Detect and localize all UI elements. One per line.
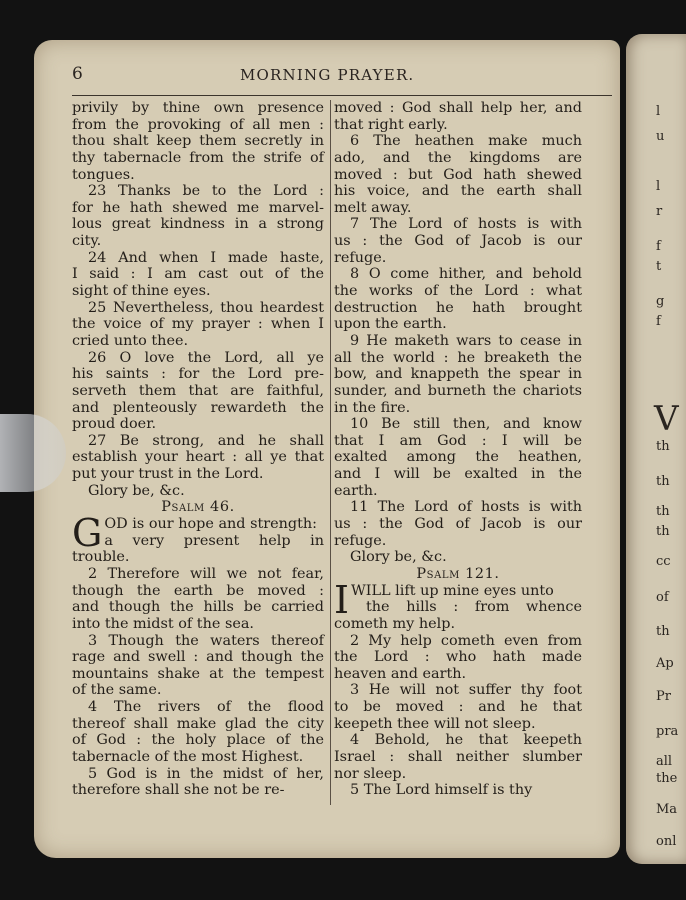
text-line: WILL lift up mine eyes unto [351, 582, 554, 599]
text-line: Glory be, &c. [350, 549, 447, 566]
text-line: I said : I am cast out of the [72, 266, 324, 283]
running-title: MORNING PRAYER. [240, 66, 415, 84]
right-column [334, 100, 582, 799]
facing-page-fragment: th [656, 504, 670, 519]
text-line: to be moved : and he that [334, 699, 582, 716]
facing-page-fragment: onl [656, 834, 677, 849]
text-line: and I will be exalted in the [334, 466, 582, 483]
facing-page-fragment: th [656, 439, 670, 454]
text-line: for he hath shewed me marvel- [72, 199, 324, 216]
text-line: into the midst of the sea. [72, 615, 254, 632]
text-line: of the same. [72, 682, 162, 699]
text-line: serveth them that are faithful, [72, 382, 324, 399]
facing-page-fragment: the [656, 771, 678, 786]
text-line: moved : God shall help her, and [334, 100, 582, 116]
text-line: OD is our hope and strength: [104, 516, 318, 533]
facing-page-fragment: Pr [656, 689, 671, 704]
psalm-heading: Psalm 121. [416, 565, 500, 582]
facing-page-fragment: l [656, 179, 661, 194]
text-line: moved : but God hath shewed [334, 166, 582, 183]
text-line: his saints : for the Lord pre- [72, 366, 324, 383]
text-line: keepeth thee will not sleep. [334, 715, 536, 732]
text-line: the voice of my prayer : when I [72, 316, 324, 333]
text-line: and plenteously rewardeth the [72, 399, 324, 416]
text-line: us : the God of Jacob is our [334, 516, 582, 533]
facing-page-fragment: Ap [656, 656, 674, 671]
text-line: destruction he hath brought [334, 299, 582, 316]
text-line: sunder, and burneth the chariots [334, 382, 582, 399]
facing-page-fragment: Ma [656, 802, 678, 817]
text-line: establish your heart : all ye that [72, 449, 324, 466]
text-line: 4 The rivers of the flood [88, 699, 324, 716]
facing-page-fragment: th [656, 624, 670, 639]
text-line: heaven and earth. [334, 665, 467, 682]
facing-page-fragment: l [656, 104, 661, 119]
facing-page-fragment: of [656, 590, 669, 605]
text-line: us : the God of Jacob is our [334, 233, 582, 250]
text-line: put your trust in the Lord. [72, 466, 264, 483]
page-number: 6 [72, 64, 83, 84]
text-line: city. [72, 233, 102, 250]
text-line: that right early. [334, 116, 448, 133]
facing-page-fragment: g [656, 294, 665, 309]
psalm-heading: Psalm 46. [161, 499, 235, 516]
text-line: 26 O love the Lord, all ye [88, 349, 324, 366]
text-line: 11 The Lord of hosts is with [350, 499, 582, 516]
text-line: 5 God is in the midst of her, [88, 765, 324, 782]
text-line: 27 Be strong, and he shall [88, 432, 324, 449]
facing-page-fragment: u [656, 129, 665, 144]
text-line: trouble. [72, 549, 130, 566]
text-line: thou shalt keep them secretly in [72, 133, 324, 150]
text-line: therefore shall she not be re- [72, 782, 285, 799]
text-line: bow, and knappeth the spear in [334, 366, 582, 383]
drop-cap: I [334, 577, 350, 622]
text-line: 7 The Lord of hosts is with [350, 216, 582, 233]
text-line: refuge. [334, 249, 387, 266]
text-line: 2 Therefore will we not fear, [88, 565, 324, 582]
page-header [72, 64, 612, 88]
text-line: exalted among the heathen, [334, 449, 582, 466]
text-line: of God : the holy place of the [72, 732, 324, 749]
text-line: 10 Be still then, and know [350, 416, 582, 433]
text-line: cried unto thee. [72, 332, 189, 349]
text-line: the Lord : who hath made [334, 649, 582, 666]
text-line: tabernacle of the most Highest. [72, 748, 304, 765]
facing-page-fragment: f [656, 314, 661, 329]
column-divider [330, 100, 331, 805]
text-line: 24 And when I made haste, [88, 249, 324, 266]
text-line: 5 The Lord himself is thy [350, 782, 533, 799]
text-line: sight of thine eyes. [72, 283, 211, 300]
text-line: nor sleep. [334, 765, 407, 782]
text-line: tongues. [72, 166, 135, 183]
facing-page-fragment: t [656, 259, 662, 274]
text-line: cometh my help. [334, 615, 456, 632]
text-line: and though the hills be carried [72, 599, 324, 616]
text-line: 9 He maketh wars to cease in [350, 332, 582, 349]
header-rule [72, 95, 612, 96]
drop-cap: G [72, 511, 103, 556]
text-line: rage and swell : and though the [72, 649, 324, 666]
facing-page-fragment: pra [656, 724, 679, 739]
text-line: Israel : shall neither slumber [334, 748, 582, 765]
facing-page-fragment: th [656, 524, 670, 539]
facing-page-fragment: th [656, 474, 670, 489]
text-line: all the world : he breaketh the [334, 349, 582, 366]
text-line: a very present help in [104, 532, 324, 549]
facing-page-fragment: r [656, 204, 663, 219]
text-line: from the provoking of all men : [72, 116, 324, 133]
text-line: 25 Nevertheless, thou heardest [88, 299, 324, 316]
text-line: the works of the Lord : what [334, 283, 582, 300]
text-line: 6 The heathen make much [350, 133, 582, 150]
text-line: mountains shake at the tempest [72, 665, 324, 682]
facing-page-edge [626, 34, 686, 864]
text-line: 4 Behold, he that keepeth [350, 732, 582, 749]
text-line: proud doer. [72, 416, 157, 433]
text-line: though the earth be moved : [72, 582, 324, 599]
text-line: refuge. [334, 532, 387, 549]
text-line: his voice, and the earth shall [334, 183, 582, 200]
text-line: that I am God : I will be [334, 432, 582, 449]
facing-page-fragment: cc [656, 554, 671, 569]
text-line: earth. [334, 482, 378, 499]
text-line: thereof shall make glad the city [72, 715, 324, 732]
text-line: in the fire. [334, 399, 411, 416]
text-line: 8 O come hither, and behold [350, 266, 582, 283]
text-line: ado, and the kingdoms are [334, 149, 582, 166]
text-line: 3 Though the waters thereof [88, 632, 324, 649]
facing-page-fragment: all [656, 754, 673, 769]
text-line: upon the earth. [334, 316, 447, 333]
text-line: Glory be, &c. [88, 482, 185, 499]
left-column [72, 100, 324, 799]
text-line: melt away. [334, 199, 412, 216]
text-line: the hills : from whence [366, 599, 582, 616]
text-line: 23 Thanks be to the Lord : [88, 183, 324, 200]
text-line: lous great kindness in a strong [72, 216, 324, 233]
facing-page-fragment: V [654, 399, 679, 439]
text-line: 3 He will not suffer thy foot [350, 682, 582, 699]
text-line: privily by thine own presence [72, 100, 324, 116]
text-line: 2 My help cometh even from [350, 632, 582, 649]
facing-page-fragment: f [656, 239, 661, 254]
text-line: thy tabernacle from the strife of [72, 149, 324, 166]
